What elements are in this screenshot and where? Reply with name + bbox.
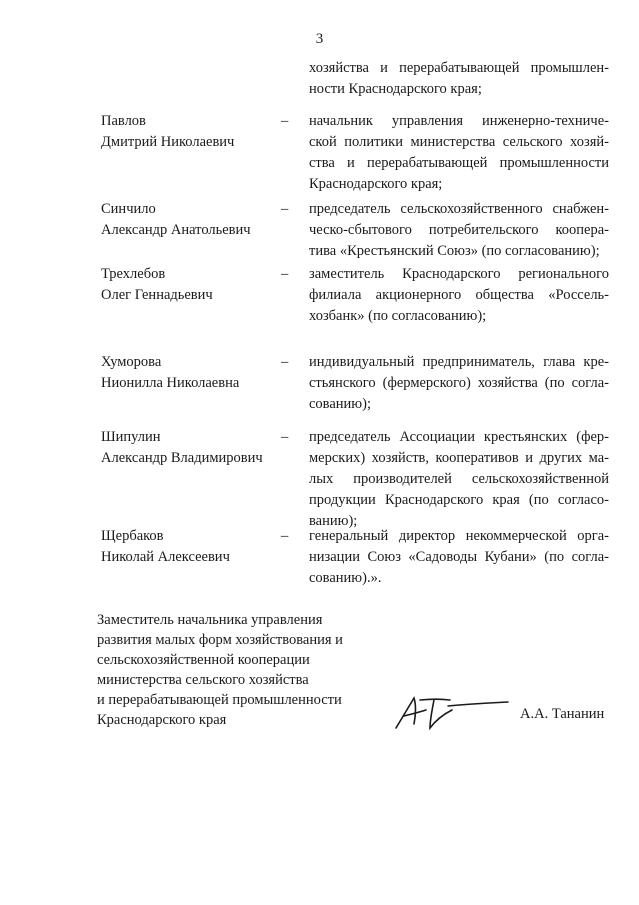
description-line: ства и перерабатывающей промышленности [309,155,609,171]
member-surname: Хуморова [101,354,162,370]
page-number: 3 [315,31,324,47]
member-given-name: Александр Анатольевич [101,222,251,238]
description-line: хозяйства и перерабатывающей промышлен- [309,60,609,76]
description-line: начальник управления инженерно-техниче- [309,113,609,129]
description-line: индивидуальный предприниматель, глава кре- [309,354,609,370]
dash-separator: – [281,528,289,544]
member-given-name: Нионилла Николаевна [101,375,240,391]
description-line: председатель Ассоциации крестьянских (фер- [309,429,609,445]
description-line: ности Краснодарского края; [309,81,482,97]
member-given-name: Николай Алексеевич [101,549,230,565]
member-surname: Павлов [101,113,146,129]
description-line: ской политики министерства сельского хозяй- [309,134,609,150]
member-given-name: Дмитрий Николаевич [101,134,235,150]
description-line: хозбанк» (по согласованию); [309,308,487,324]
dash-separator: – [281,429,289,445]
signatory-title-line: развития малых форм хозяйствования и [97,632,343,648]
member-surname: Щербаков [101,528,164,544]
member-surname: Шипулин [101,429,161,445]
description-line: филиала акционерного общества «Россель- [309,287,609,303]
dash-separator: – [281,201,289,217]
description-line: ванию); [309,513,358,529]
signatory-title-line: министерства сельского хозяйства [97,672,309,688]
description-line: продукции Краснодарского края (по согласо- [309,492,609,508]
description-line: сованию); [309,396,371,412]
member-surname: Синчило [101,201,156,217]
description-line: Краснодарского края; [309,176,443,192]
description-line: генеральный директор некоммерческой орга- [309,528,609,544]
description-line: председатель сельскохозяйственного снабжен- [309,201,609,217]
signer-name: А.А. Тананин [520,706,605,722]
member-surname: Трехлебов [101,266,166,282]
description-line: ческо-сбытового потребительского коопера- [309,222,609,238]
description-line: мерских) хозяйств, кооперативов и других ма- [309,450,609,466]
description-line: сованию).». [309,570,382,586]
signatory-title-line: сельскохозяйственной кооперации [97,652,310,668]
signatory-title-line: Краснодарского края [97,712,227,728]
dash-separator: – [281,113,289,129]
description-line: заместитель Краснодарского регионального [309,266,609,282]
member-given-name: Александр Владимирович [101,450,263,466]
dash-separator: – [281,266,289,282]
dash-separator: – [281,354,289,370]
signatory-title-line: Заместитель начальника управления [97,612,323,628]
description-line: низации Союз «Садоводы Кубани» (по согла- [309,549,609,565]
member-given-name: Олег Геннадьевич [101,287,213,303]
description-line: лых производителей сельскохозяйственной [309,471,609,487]
signatory-title-line: и перерабатывающей промышленности [97,692,342,708]
handwritten-signature [390,690,510,735]
description-line: тива «Крестьянский Союз» (по согласованию); [309,243,600,259]
description-line: стьянского (фермерского) хозяйства (по согла- [309,375,609,391]
